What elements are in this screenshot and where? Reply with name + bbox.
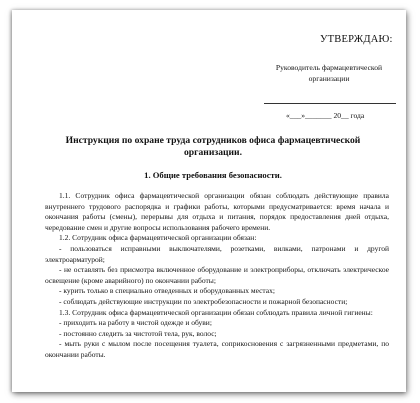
- paragraph-1-1: 1.1. Сотрудник офиса фармацевтической организации обязан соблюдать действующие правила внутреннего трудового распорядка и графики работы, которыми предусматривается: время начала и окончания работы (смены), перерывы для отдыха и питания, порядок предоставления дней отдыха, чередование смен и другие вопросы использования рабочего времени.: [45, 191, 389, 232]
- list-item: - мыть руки с мылом после посещения туалета, соприкосновения с загрязненными предметами, по окончании работы.: [45, 339, 389, 359]
- date-line: «___»_______ 20__ года: [286, 111, 365, 120]
- signature-line: [264, 103, 396, 104]
- list-item: - постоянно следить за чистотой тела, рук, волос;: [59, 328, 217, 338]
- list-item: - не оставлять без присмотра включенное оборудование и электроприборы, отключать электрическое освещение (кроме аварийного) по окончании работы;: [45, 265, 389, 285]
- list-item: - соблюдать действующие инструкции по электробезопасности и пожарной безопасности;: [59, 296, 348, 306]
- head-position: Руководитель фармацевтической организации: [275, 63, 383, 83]
- paragraph-1-2: 1.2. Сотрудник офиса фармацевтической организации обязан:: [59, 233, 257, 243]
- document-title: Инструкция по охране труда сотрудников офиса фармацевтической организации.: [65, 135, 361, 158]
- document-page: [12, 10, 406, 392]
- list-item: - пользоваться исправными выключателями, розетками, вилками, патронами и другой электроарматурой;: [45, 243, 389, 264]
- approval-stamp: УТВЕРЖДАЮ:: [320, 34, 393, 45]
- list-item: - приходить на работу в чистой одежде и обуви;: [59, 318, 212, 328]
- paragraph-1-3: 1.3. Сотрудник офиса фармацевтической организации обязан соблюдать правила личной гигиены:: [59, 307, 373, 317]
- document-body: [45, 191, 389, 361]
- list-item: - курить только в специально отведенных и оборудованных местах;: [59, 286, 275, 296]
- section-title: 1. Общие требования безопасности.: [144, 170, 282, 180]
